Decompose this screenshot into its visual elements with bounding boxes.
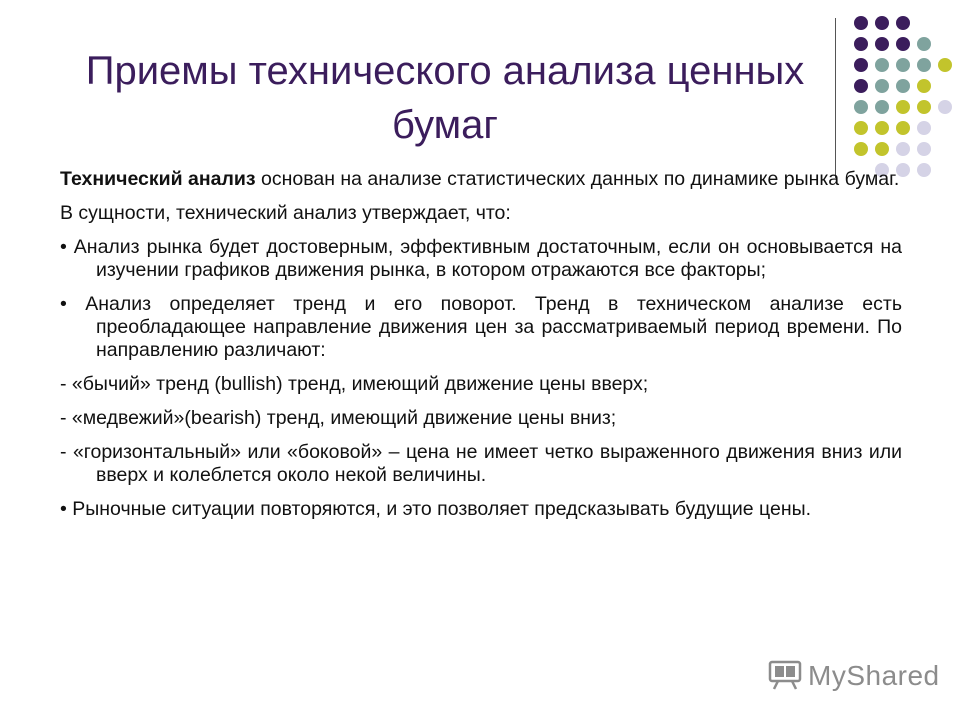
watermark-logo [768,656,940,696]
decor-dot [854,121,868,135]
dash-item-bearish: - «медвежий»(bearish) тренд, имеющий движение цены вниз; [60,407,617,429]
decor-dot [875,121,889,135]
slide-body [60,168,902,532]
bullet-item: • Анализ рынка будет достоверным, эффективным достаточным, если он основывается на изучении графиков движения рынка, в котором отражаются все факторы; [60,236,902,281]
decor-dot [854,58,868,72]
decor-dot [917,163,931,177]
decor-dot [917,37,931,51]
decor-dot [896,100,910,114]
decor-dot [938,58,952,72]
paragraph-intro: В сущности, технический анализ утверждает, что: [60,202,511,224]
dash-item-horizontal: - «горизонтальный» или «боковой» – цена не имеет четко выраженного движения вниз или вверх и колеблется около некой величины. [60,441,902,486]
logo-text: MyShared [808,660,940,691]
decorative-dot-grid [850,14,960,154]
decor-dot [938,100,952,114]
decor-dot [854,16,868,30]
decor-dot [854,79,868,93]
projector-icon [768,657,802,696]
decor-dot [854,142,868,156]
decor-dot [875,100,889,114]
decor-dot [875,37,889,51]
decor-dot [896,58,910,72]
decor-dot [917,142,931,156]
decor-dot [896,142,910,156]
decor-dot [875,79,889,93]
decor-dot [917,121,931,135]
bullet-item: • Рыночные ситуации повторяются, и это позволяет предсказывать будущие цены. [60,498,812,520]
decor-dot [896,16,910,30]
decor-dot [854,100,868,114]
decor-dot [875,16,889,30]
term-bold: Технический анализ [60,168,256,190]
divider-line [835,18,836,178]
decor-dot [896,79,910,93]
decor-dot [917,79,931,93]
dash-item-bullish: - «бычий» тренд (bullish) тренд, имеющий движение цены вверх; [60,373,649,395]
slide-title: Приемы технического анализа ценных бумаг [85,49,805,147]
decor-dot [854,37,868,51]
decor-dot [875,142,889,156]
paragraph-text: основан на анализе статистических данных по динамике рынка бумаг. [255,168,900,190]
decor-dot [896,37,910,51]
decor-dot [896,121,910,135]
paragraph-definition [60,168,902,191]
decor-dot [917,100,931,114]
decor-dot [875,58,889,72]
decor-dot [917,58,931,72]
bullet-item: • Анализ определяет тренд и его поворот. Тренд в техническом анализе есть преобладающее направление движения цен за рассматриваемый период времени. По направлению различают: [60,293,902,361]
